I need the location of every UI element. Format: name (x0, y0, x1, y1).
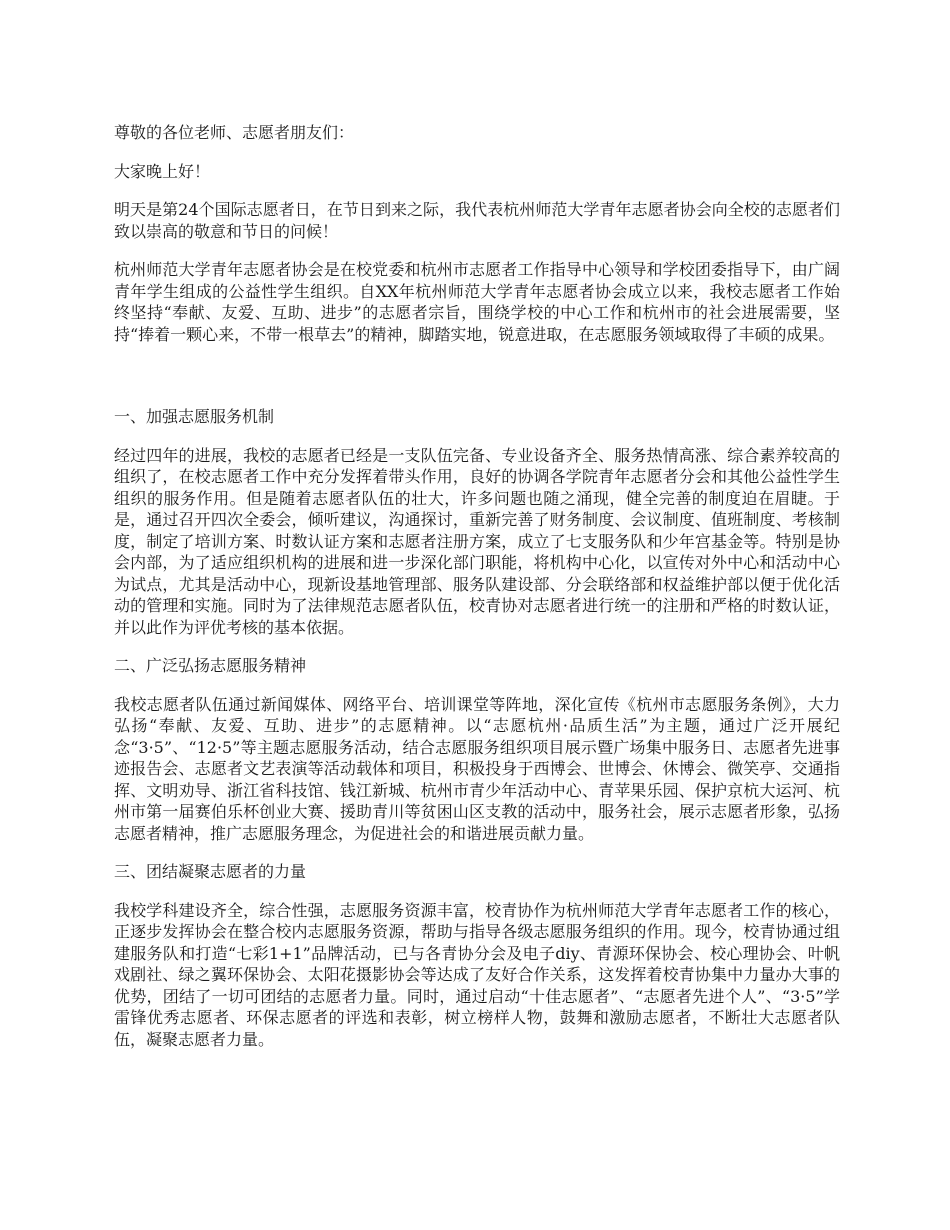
section-spacer (114, 362, 840, 406)
salutation: 尊敬的各位老师、志愿者朋友们： (114, 123, 355, 142)
section-heading-2: 二、广泛弘扬志愿服务精神 (114, 656, 307, 675)
intro-paragraph: 明天是第24个国际志愿者日，在节日到来之际，我代表杭州师范大学青年志愿者协会向全校的志愿者们致以崇高的敬意和节日的问候！ (114, 200, 840, 241)
document-page (114, 122, 840, 1067)
section-body-1: 经过四年的进展，我校的志愿者已经是一支队伍完备、专业设备齐全、服务热情高涨、综合素养较高的组织了，在校志愿者工作中充分发挥着带头作用，良好的协调各学院青年志愿者分会和其他公益性学生组织的服务作用。但是随着志愿者队伍的壮大，许多问题也随之涌现，健全完善的制度迫在眉睫。于是，通过召开四次全委会，倾听建议，沟通探讨，重新完善了财务制度、会议制度、值班制度、考核制度，制定了培训方案、时数认证方案和志愿者注册方案，成立了七支服务队和少年宫基金等。特别是协会内部，为了适应组织机构的进展和进一步深化部门职能，将机构中心化，以宣传对外中心和活动中心为试点，尤其是活动中心，现新设基地管理部、服务队建设部、分会联络部和权益维护部以便于优化活动的管理和实施。同时为了法律规范志愿者队伍，校青协对志愿者进行统一的注册和严格的时数认证，并以此作为评优考核的基本依据。 (114, 445, 840, 637)
greeting: 大家晚上好！ (114, 161, 211, 181)
section-body-2: 我校志愿者队伍通过新闻媒体、网络平台、培训课堂等阵地，深化宣传《杭州市志愿服务条例》，大力弘扬“奉献、友爱、互助、进步”的志愿精神。以“志愿杭州·品质生活”为主题，通过广泛开展纪念“3·5”、“12·5”等主题志愿服务活动，结合志愿服务组织项目展示暨广场集中服务日、志愿者先进事迹报告会、志愿者文艺表演等活动载体和项目，积极投身于西博会、世博会、休博会、微笑亭、交通指挥、文明劝导、浙江省科技馆、钱江新城、杭州市青少年活动中心、青苹果乐园、保护京杭大运河、杭州市第一届赛伯乐杯创业大赛、援助青川等贫困山区支教的活动中，服务社会，展示志愿者形象，弘扬志愿者精神，推广志愿服务理念，为促进社会的和谐进展贡献力量。 (114, 694, 840, 843)
background-paragraph: 杭州师范大学青年志愿者协会是在校党委和杭州市志愿者工作指导中心领导和学校团委指导下，由广阔青年学生组成的公益性学生组织。自XX年杭州师范大学青年志愿者协会成立以来，我校志愿者工作始终坚持“奉献、友爱、互助、进步”的志愿者宗旨，围绕学校的中心工作和杭州市的社会进展需要，坚持“捧着一颗心来，不带一根草去”的精神，脚踏实地，锐意进取，在志愿服务领域取得了丰硕的成果。 (114, 260, 840, 344)
section-body-3: 我校学科建设齐全，综合性强，志愿服务资源丰富，校青协作为杭州师范大学青年志愿者工作的核心，正逐步发挥协会在整合校内志愿服务资源，帮助与指导各级志愿服务组织的作用。现今，校青协通过组建服务队和打造“七彩1+1”品牌活动，已与各青协分会及电子diy、青源环保协会、校心理协会、叶帆戏剧社、绿之翼环保协会、太阳花摄影协会等达成了友好合作关系，这发挥着校青协集中力量办大事的优势，团结了一切可团结的志愿者力量。同时，通过启动“十佳志愿者”、“志愿者先进个人”、“3·5”学雷锋优秀志愿者、环保志愿者的评选和表彰，树立榜样人物，鼓舞和激励志愿者，不断壮大志愿者队伍，凝聚志愿者力量。 (114, 900, 840, 1049)
section-heading-1: 一、加强志愿服务机制 (114, 407, 275, 426)
section-heading-3: 三、团结凝聚志愿者的力量 (114, 862, 307, 881)
